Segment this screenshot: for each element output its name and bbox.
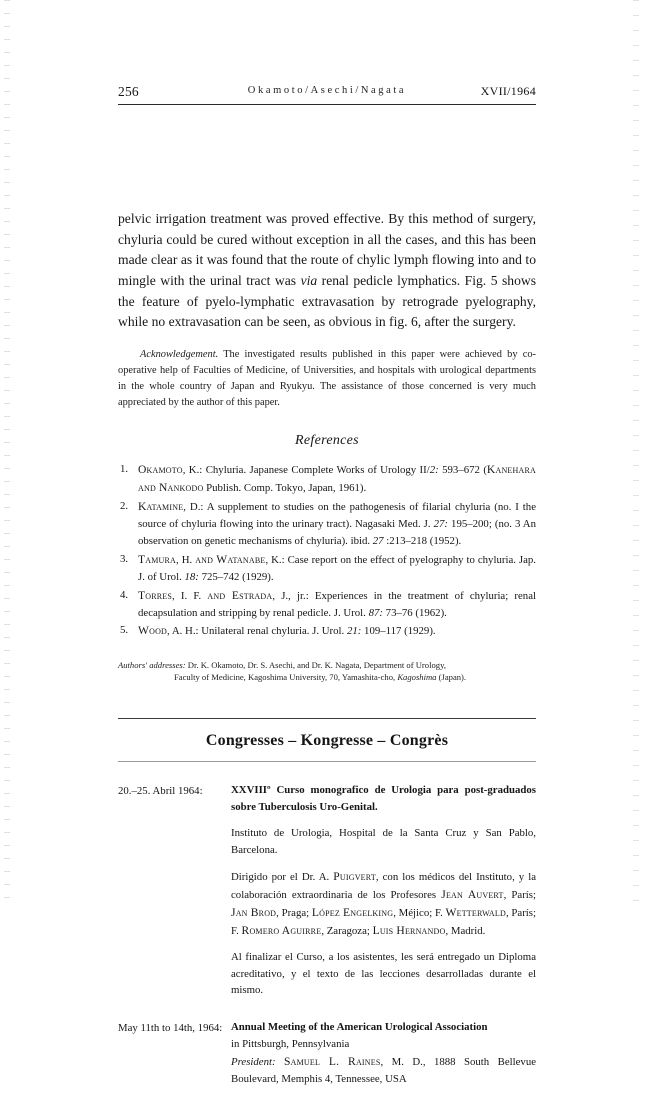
president-address: , M. D., 1888 South Bellevue Boulevard, Memphis 4, Tennessee, USA [231,1055,537,1085]
congress-details [231,782,536,999]
reference-item [118,587,536,622]
reference-pages: 593–672 ( [438,464,487,476]
reference-text-2: , K.: Case report on the effect of pyelography to chyluria. Jap. J. of Urol. [138,553,536,583]
reference-tail: 109–117 (1929). [361,625,436,638]
addresses-city-italic: Kagoshima [397,672,437,683]
reference-volume: 2: [429,464,439,476]
congress-date: 20.–25. Abril 1964: [118,785,203,798]
references-list [118,461,536,641]
scan-edge-artifact-right [633,0,639,909]
organizer-name-auvert: Jean Auvert [441,888,504,901]
reference-text: , A. H.: Unilateral renal chyluria. J. Urol. [167,625,347,638]
reference-number: 4. [120,588,129,601]
addresses-line-1: Dr. K. Okamoto, Dr. S. Asechi, and Dr. K. Nagata, Department of Urology, [185,659,446,670]
congress-president [231,1053,536,1088]
organizer-name-puigvert: Puigvert [333,870,376,883]
congress-title: Annual Meeting of the American Urological Association [231,1021,488,1034]
organizer-name-engelking: López Engelking [311,906,394,919]
reference-item [118,551,536,586]
congress-title: XXVIIIº Curso monografico de Urologia para post-graduados sobre Tuberculosis Uro-Genital. [231,784,536,814]
reference-author-2: and Watanabe [195,553,266,566]
congress-date: May 11th to 14th, 1964: [118,1022,223,1035]
congress-venue: in Pittsburgh, Pennsylvania [231,1038,350,1051]
reference-volume: 18: [184,570,199,583]
reference-author: Wood [138,625,168,638]
body-text-part-2: renal pedicle lymphatics. Fig. 5 shows the feature of pyelo-lymphatic extravasation by retrograde pyelography, while no extravasation can be seen, as obvious in fig. 6, after the surgery. [118,272,536,330]
organizers-text-1: Dirigido por el Dr. A. [231,870,334,883]
reference-number: 1. [120,463,129,475]
congress-details [231,1019,536,1088]
congress-entry [118,782,536,999]
acknowledgement-label: Acknowledgement. [140,348,219,360]
reference-text: , I. F. [172,589,208,602]
addresses-label: Authors' addresses: [118,659,186,670]
organizer-name-brod: Jan Brod [231,906,277,919]
organizers-text-4: , Praga; [276,906,312,919]
reference-number: 2. [120,500,129,513]
reference-author: Okamoto [138,464,183,476]
page-folio-number: 256 [118,84,139,99]
reference-author: Tamura [138,553,177,566]
reference-tail: 725–742 (1929). [198,570,274,583]
organizer-name-hernando: Luis Hernando [372,924,446,937]
organizers-text-2: , con los médicos del Instituto, y la colaboración extraordinaria de los Profesores [231,870,536,901]
reference-item [118,622,536,640]
body-text-via: via [300,272,318,288]
reference-pages: 195–200; (no. 3 An observation on genetic mechanisms of chyluria). ibid. [138,518,536,547]
reference-number: 5. [120,624,129,637]
organizer-name-romero-aguirre: Romero Aguirre [241,924,322,937]
organizers-text-8: , Madrid. [445,924,486,937]
organizers-text-3: , París; [503,888,536,901]
reference-volume: 27: [433,518,449,531]
running-head-issue: XVII/1964 [480,84,536,98]
reference-text: , H. [176,553,196,566]
reference-publisher: Kanehara and Nankodo [138,464,536,495]
organizers-text-7: , Zaragoza; [321,924,373,937]
reference-tail: 73–76 (1962). [382,606,447,619]
organizers-text-5: , Méjico; F. [393,906,446,919]
references-heading: References [295,433,359,448]
organizers-text-6: , París; F. [231,906,536,937]
congress-venue: Instituto de Urologia, Hospital de la Santa Cruz y San Pablo, Barcelona. [231,826,536,856]
reference-item [118,461,536,497]
president-spacer [276,1056,284,1068]
addresses-line-2-text: Faculty of Medicine, Kagoshima University, 70, Yamashita-cho, [174,672,398,683]
addresses-country: (Japan). [436,672,467,683]
running-head [118,0,536,99]
body-paragraph [118,209,536,333]
reference-tail: :213–218 (1952). [383,534,462,547]
running-head-rule [118,104,536,105]
president-name-raines: Samuel L. Raines [284,1055,381,1068]
reference-text: , K.: Chyluria. Japanese Complete Works of Urology II/ [182,464,430,476]
reference-author: Katamine [138,501,184,514]
congress-entry [118,1019,536,1088]
acknowledgement-text: The investigated results published in this paper were achieved by co-operative help of Faculties of Medicine, of Universities, and hospitals with urological departments in the whole country of Japan and Ryukyu. The assistance of those concerned is very much appreciated by the author of this paper. [118,348,536,408]
authors-addresses [118,659,536,685]
reference-item [118,498,536,550]
reference-author: Torres [138,589,173,602]
congresses-section-heading: Congresses – Kongresse – Congrès [205,732,449,750]
reference-tail: Publish. Comp. Tokyo, Japan, 1961). [203,482,367,495]
reference-volume: 87: [368,606,383,619]
journal-page [118,0,536,1108]
addresses-line-2 [118,671,536,684]
scan-edge-artifact-left [4,0,10,909]
reference-volume: 21: [346,625,362,638]
reference-author-2: and Estrada [207,589,273,602]
reference-text: , D.: A supplement to studies on the pathogenesis of filarial chyluria (no. I the source of chyluria flowing into the urinary tract). Nagasaki Med. J. [138,501,536,531]
president-label: President: [231,1055,276,1068]
congress-diploma-note: Al finalizar el Curso, a los asistentes, les será entregado un Diploma acreditativo, y el texto de las lecciones desarrolladas durante el mismo. [231,950,536,997]
organizer-name-wetterwald: Wetterwald [445,906,506,919]
reference-text-2: , J., jr.: Experiences in the treatment of chyluria; renal decapsulation and stripping by renal pedicle. J. Urol. [138,589,536,619]
body-text-part-1: pelvic irrigation treatment was proved effective. By this method of surgery, chyluria could be cured without exception in all the cases, and this has been made clear as it was found that the route of chylic lymph flowing into and to mingle with the urinal tract was [118,211,536,288]
reference-number: 3. [120,552,129,565]
running-head-authors: Okamoto/Asechi/Nagata [247,85,407,96]
congresses-rule-bottom [118,761,536,762]
congress-organizers [231,868,536,940]
acknowledgement-paragraph [118,347,536,411]
congresses-list [118,782,536,1087]
reference-volume-2: 27 [372,534,384,547]
